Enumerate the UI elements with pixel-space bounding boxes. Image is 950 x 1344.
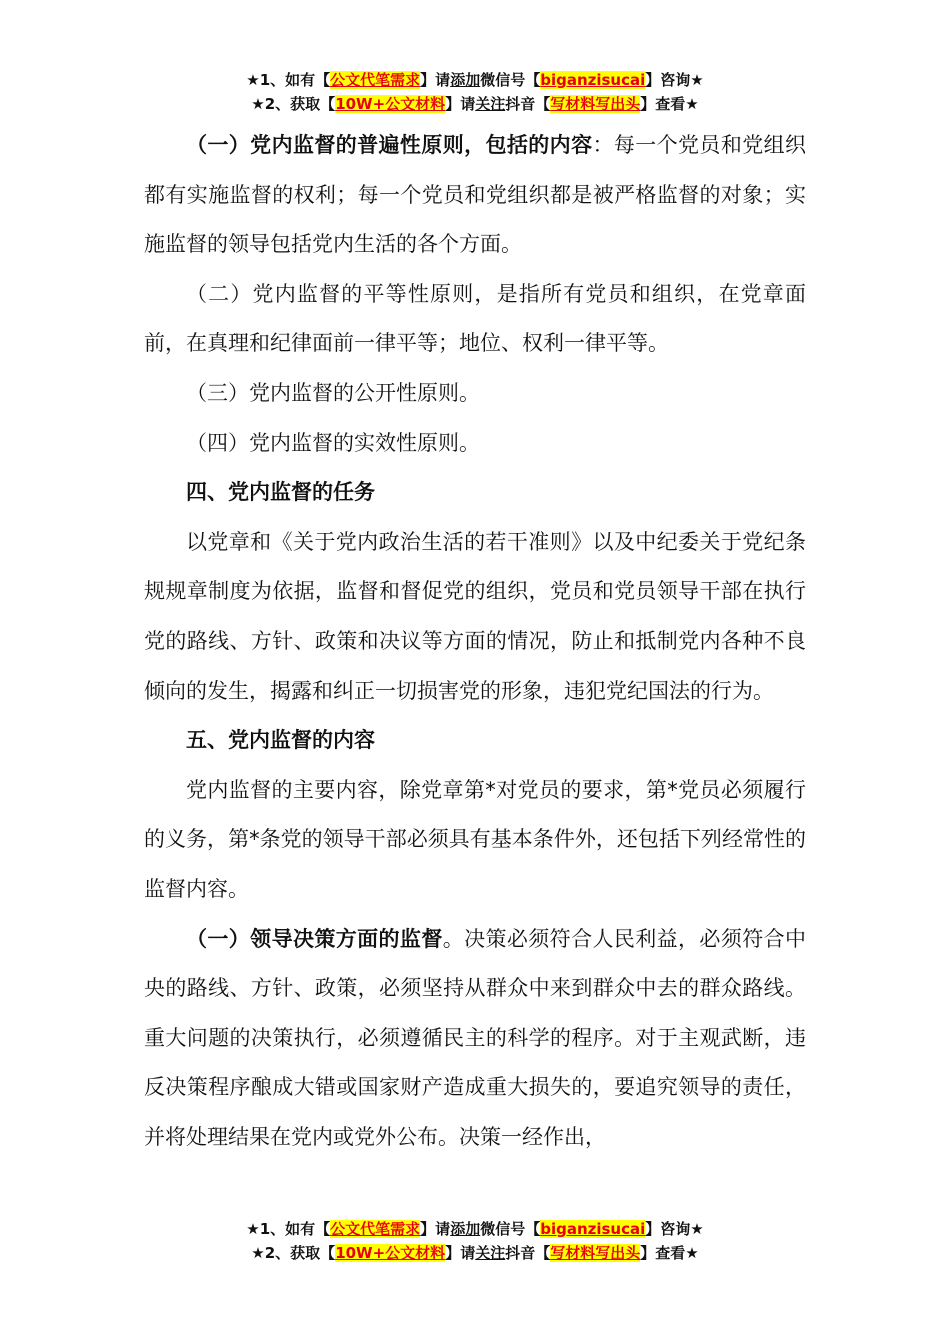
- paragraph-lead: （一）领导决策方面的监督: [186, 926, 443, 951]
- footer-banner: [0, 1217, 950, 1265]
- douyin-account-highlight: 写材料写出头: [550, 95, 641, 113]
- paragraph-openness: （三）党内监督的公开性原则。: [186, 380, 480, 405]
- douyin-account-highlight: 写材料写出头: [550, 1244, 641, 1262]
- document-body: [144, 121, 806, 1162]
- section-heading-tasks: 四、党内监督的任务: [186, 480, 375, 505]
- banner-line-2: ★2、获取【10W+公文材料】请关注抖音【写材料写出头】查看★: [251, 1244, 699, 1262]
- service-highlight: 公文代笔需求: [330, 71, 421, 89]
- wechat-id-highlight: biganzisucai: [540, 71, 646, 89]
- paragraph-tasks: 以党章和《关于党内政治生活的若干准则》以及中纪委关于党纪条规规章制度为依据，监督和督促党的组织，党员和党员领导干部在执行党的路线、方针、政策和决议等方面的情况，防止和抵制党内各种不良倾向的发生，揭露和纠正一切损害党的形象，违犯党纪国法的行为。: [144, 529, 806, 703]
- banner-line-2: ★2、获取【10W+公文材料】请关注抖音【写材料写出头】查看★: [251, 95, 699, 113]
- paragraph-universality: （一）党内监督的普遍性原则，包括的内容：每一个党员和党组织都有实施监督的权利；每一个党员和党组织都是被严格监督的对象；实施监督的领导包括党内生活的各个方面。: [144, 133, 807, 257]
- paragraph-equality: （二）党内监督的平等性原则，是指所有党员和组织，在党章面前，在真理和纪律面前一律平等；地位、权利一律平等。: [144, 281, 806, 356]
- paragraph-decision-supervision: （一）领导决策方面的监督。决策必须符合人民利益，必须符合中央的路线、方针、政策，必须坚持从群众中来到群众中去的群众路线。重大问题的决策执行，必须遵循民主的科学的程序。对于主观武断，违反决策程序酿成大错或国家财产造成重大损失的，要追究领导的责任，并将处理结果在党内或党外公布。决策一经作出，: [144, 926, 807, 1149]
- section-heading-content: 五、党内监督的内容: [186, 728, 375, 753]
- materials-highlight: 10W+公文材料: [335, 95, 446, 113]
- paragraph-lead: （一）党内监督的普遍性原则，包括的内容: [186, 133, 593, 157]
- service-highlight: 公文代笔需求: [330, 1220, 421, 1238]
- paragraph-effectiveness: （四）党内监督的实效性原则。: [186, 430, 480, 455]
- materials-highlight: 10W+公文材料: [335, 1244, 446, 1262]
- header-banner: [0, 68, 950, 116]
- banner-line-1: ★1、如有【公文代笔需求】请添加微信号【biganzisucai】咨询★: [246, 71, 704, 89]
- paragraph-content: 党内监督的主要内容，除党章第*对党员的要求，第*党员必须履行的义务，第*条党的领导干部必须具有基本条件外，还包括下列经常性的监督内容。: [144, 777, 806, 901]
- banner-line-1: ★1、如有【公文代笔需求】请添加微信号【biganzisucai】咨询★: [246, 1220, 704, 1238]
- wechat-id-highlight: biganzisucai: [540, 1220, 646, 1238]
